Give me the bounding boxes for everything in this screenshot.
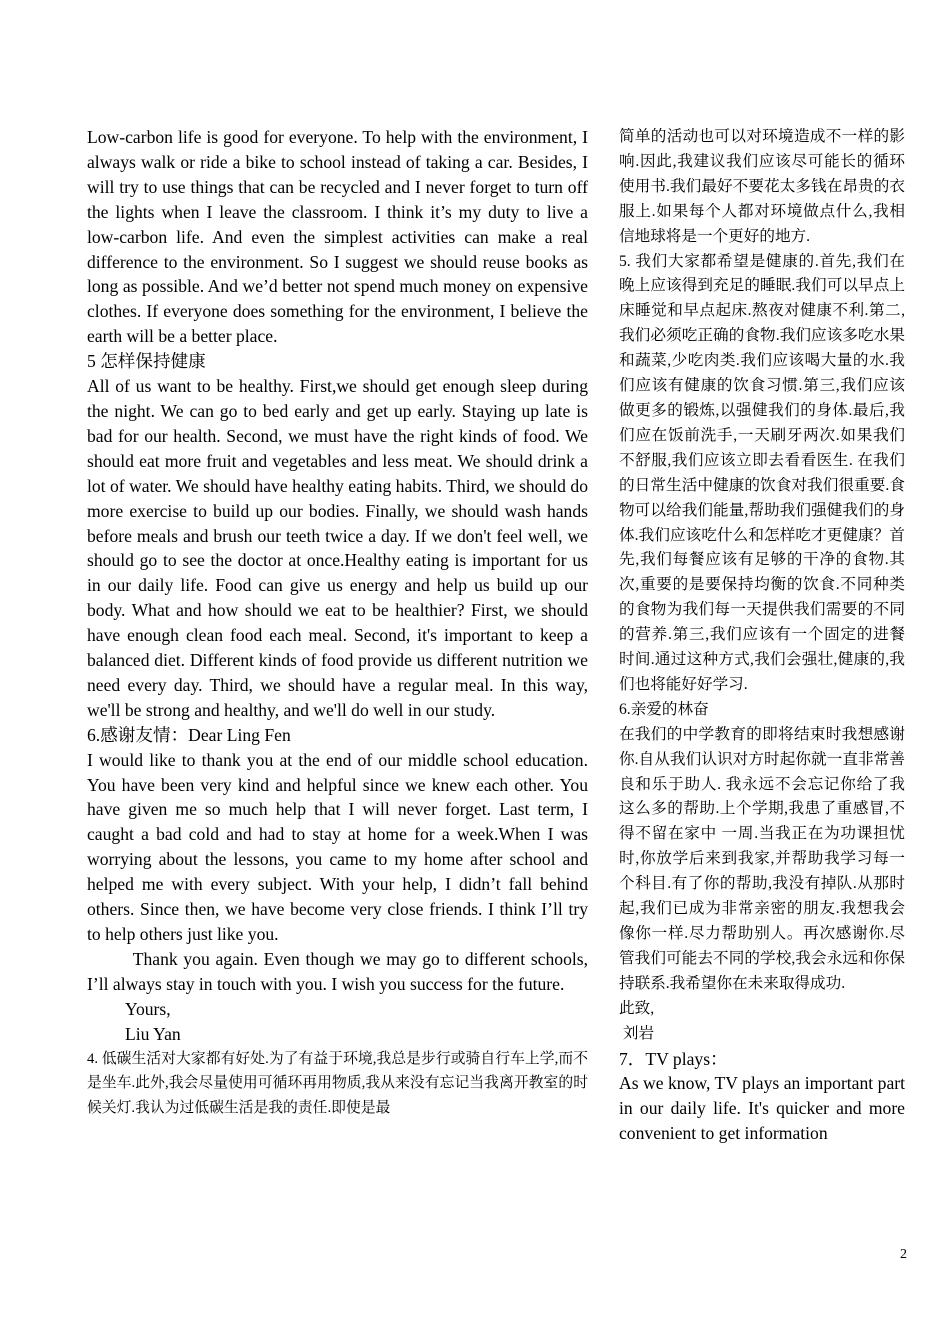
letter-signature: Liu Yan xyxy=(125,1023,181,1044)
tv-essay-en: As we know, TV plays an important part in our daily life. It's quicker and more convenient to get information xyxy=(619,1073,905,1144)
lowcarbon-essay-en: Low-carbon life is good for everyone. To help with the environment, I always walk or ride a bike to school instead of taking a car. Besides, I will try to use things that can be recycled and I never forget to turn off the lights when I leave the classroom. I think it’s my duty to live a low-carbon life. And even the simplest activities can make a real difference to the environment. So I suggest we should reuse books as long as possible. And we’d better not spend much money on expensive clothes. If everyone does something for the environment, I believe the earth will be a better place. xyxy=(87,127,588,347)
letter-signature-zh: 刘岩 xyxy=(619,1024,655,1042)
thanks-letter-en: I would like to thank you at the end of our middle school education. You have been very kind and helpful since we knew each other. You have given me so much help that I will never forget. Last term, I caught a bad cold and had to stay at home for a week.When I was worrying about the lessons, you came to my home after school and helped me with every subject. With your help, I didn’t fall behind others. Since then, we have become very close friends. I think I’ll try to help others just like you. xyxy=(87,749,588,944)
letter-closing-zh: 此致, xyxy=(619,999,655,1017)
thanks-letter-en-closing: Thank you again. Even though we may go to different schools, I’ll always stay in touch with you. I wish you success for the future. xyxy=(87,948,588,994)
health-essay-en: All of us want to be healthy. First,we should get enough sleep during the night. We can go to bed early and get up early. Staying up late is bad for our health. Second, we must have the right kinds of food. We should eat more fruit and vegetables and less meat. We should drink a lot of water. We should have healthy eating habits. Third, we should do more exercise to build up our bodies. Finally, we should wash hands before meals and brush our teeth twice a day. If we don't feel well, we should go to see the doctor at once.Healthy eating is important for us in our daily life. Food can give us energy and help us build up our body. What and how should we eat to be healthier? First, we should have enough clean food each meal. Second, it's important to keep a balanced diet. Different kinds of food provide us different nutrition we need every day. Third, we should have a regular meal. In this way, we'll be strong and healthy, and we'll do well in our study. xyxy=(87,376,588,720)
lowcarbon-essay-zh-continued: 简单的活动也可以对环境造成不一样的影响.因此,我建议我们应该尽可能长的循环使用书.我们最好不要花太多钱在昂贵的衣服上.如果每个人都对环境做点什么,我相信地球将是一个更好的地方. xyxy=(619,128,905,245)
section-heading-5: 5 怎样保持健康 xyxy=(87,351,206,372)
right-column xyxy=(619,125,905,1146)
letter-sign-off: Yours, xyxy=(125,998,171,1019)
section-heading-6: 6.感谢友情：Dear Ling Fen xyxy=(87,724,291,745)
section-heading-7: 7．TV plays： xyxy=(619,1048,728,1069)
health-essay-zh: 5. 我们大家都希望是健康的.首先,我们在晚上应该得到充足的睡眠.我们可以早点上床睡觉和早点起床.熬夜对健康不利.第二,我们必须吃正确的食物.我们应该多吃水果和蔬菜,少吃肉类.我们应该喝大量的水.我们应该有健康的饮食习惯.第三,我们应该做更多的锻炼,以强健我们的身体.最后,我们应在饭前洗手,一天刷牙两次.如果我们不舒服,我们应该立即去看看医生. 在我们的日常生活中健康的饮食对我们很重要.食物可以给我们能量,帮助我们强健我们的身体.我们应该吃什么和怎样吃才更健康？首先,我们每餐应该有足够的干净的食物.其次,重要的是要保持均衡的饮食.不同种类的食物为我们每一天提供我们需要的不同的营养.第三,我们应该有一个固定的进餐时间.通过这种方式,我们会强壮,健康的,我们也将能好好学习. xyxy=(619,252,905,693)
page-number: 2 xyxy=(900,1247,907,1262)
lowcarbon-essay-zh: 4. 低碳生活对大家都有好处.为了有益于环境,我总是步行或骑自行车上学,而不是坐车.此外,我会尽量使用可循环再用物质,我从来没有忘记当我离开教室的时候关灯.我认为过低碳生活是我的责任.即使是最 xyxy=(87,1050,588,1117)
section-heading-6-zh: 6.亲爱的林奋 xyxy=(619,700,709,718)
left-column xyxy=(87,125,588,1121)
thanks-letter-zh: 在我们的中学教育的即将结束时我想感谢你.自从我们认识对方时起你就一直非常善良和乐于助人. 我永远不会忘记你给了我这么多的帮助.上个学期,我患了重感冒,不得不留在家中 一周.当我正在为功课担忧时,你放学后来到我家,并帮助我学习每一个科目.有了你的帮助,我没有掉队.从那时起,我们已成为非常亲密的朋友.我想我会像你一样.尽力帮助别人。再次感谢你.尽管我们可能去不同的学校,我会永远和你保持联系.我希望你在未来取得成功. xyxy=(619,725,905,992)
